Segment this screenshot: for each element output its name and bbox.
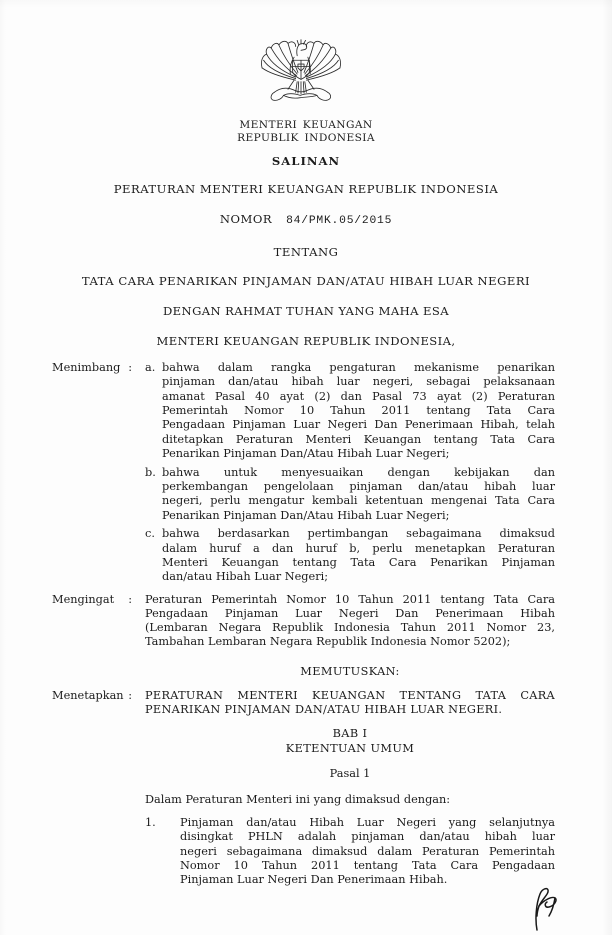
garuda-pancasila-emblem [259,36,343,112]
number-value: 84/PMK.05/2015 [286,214,393,227]
chapter-subheading: KETENTUAN UMUM [285,741,415,755]
considering-item-a [145,361,555,461]
regulation-number-row [0,212,612,228]
recalling-text: Peraturan Pemerintah Nomor 10 Tahun 2011 tentang Tata Cara Pengadaan Pinjaman Luar Negeri Dan Penerimaan Hibah (Lembaran Negara Republik Indonesia Tahun 2011 Nomor 23, Tambahan Lembaran Negara Republik Indonesia Nomor 5202); [145,592,555,649]
about-label: TENTANG [273,244,339,259]
letterhead [0,36,612,168]
article-intro: Dalam Peraturan Menteri ini yang dimaksud dengan: [145,792,451,806]
paraf-initials-mark [531,886,561,932]
recalling-label: Mengingat : [52,592,132,606]
item-number: 1. [145,815,156,829]
item-marker: a. [145,361,156,375]
grace-line: DENGAN RAHMAT TUHAN YANG MAHA ESA [162,304,450,319]
article-item-1 [145,816,555,887]
ministry-name: MENTERI KEUANGAN [239,119,373,131]
item-text: bahwa berdasarkan pertimbangan sebagaimana dimaksud dalam huruf a dan huruf b, perlu menetapkan Peraturan Menteri Keuangan tentang Tata Cara Penarikan Pinjaman dan/atau Hibah Luar Negeri; [162,527,555,584]
article-heading: Pasal 1 [329,766,371,780]
authority-line: MENTERI KEUANGAN REPUBLIK INDONESIA, [156,333,456,348]
item-marker: b. [145,465,156,479]
number-label: NOMOR [219,211,273,226]
regulation-subject: TATA CARA PENARIKAN PINJAMAN DAN/ATAU HIBAH LUAR NEGERI [81,274,531,289]
item-text: Pinjaman dan/atau Hibah Luar Negeri yang selanjutnya disingkat PHLN adalah pinjaman dan/atau hibah luar negeri sebagaimana dimaksud dalam Peraturan Pemerintah Nomor 10 Tahun 2011 tentang Tata Cara Pengadaan Pinjaman Luar Negeri Dan Penerimaan Hibah. [180,815,555,887]
considering-label: Menimbang : [52,361,132,375]
considering-section [52,361,555,584]
title-block [0,182,612,348]
considering-item-b [145,466,555,523]
recalling-section [52,593,555,650]
chapter-heading: BAB I [332,726,368,740]
considering-items [145,361,555,584]
deciding-heading: MEMUTUSKAN: [300,664,400,678]
considering-item-c [145,527,555,584]
item-marker: c. [145,527,155,541]
enacting-label: Menetapkan : [52,689,132,703]
enacting-section [52,689,555,718]
copy-label: SALINAN [271,154,341,168]
enacting-text: PERATURAN MENTERI KEUANGAN TENTANG TATA CARA PENARIKAN PINJAMAN DAN/ATAU HIBAH LUAR NEGERI. [145,689,555,717]
document-body [52,361,555,887]
item-text: bahwa untuk menyesuaikan dengan kebijakan dan perkembangan pengelolaan pinjaman dan/atau hibah luar negeri, perlu mengatur kembali ketentuan mengenai Tata Cara Penarikan Pinjaman Dan/Atau Hibah Luar Negeri; [162,465,555,522]
ministry-country: REPUBLIK INDONESIA [237,131,375,144]
regulation-title: PERATURAN MENTERI KEUANGAN REPUBLIK INDONESIA [113,182,499,197]
item-text: bahwa dalam rangka pengaturan mekanisme penarikan pinjaman dan/atau hibah luar negeri, sebagai pelaksanaan amanat Pasal 40 ayat (2) dan Pasal 73 ayat (2) Peraturan Pemerintah Nomor 10 Tahun 2011 tentang Tata Cara Pengadaan Pinjaman Luar Negeri Dan Penerimaan Hibah, telah ditetapkan Peraturan Menteri Keuangan tentang Tata Cara Penarikan Pinjaman Dan/Atau Hibah Luar Negeri; [162,361,555,460]
